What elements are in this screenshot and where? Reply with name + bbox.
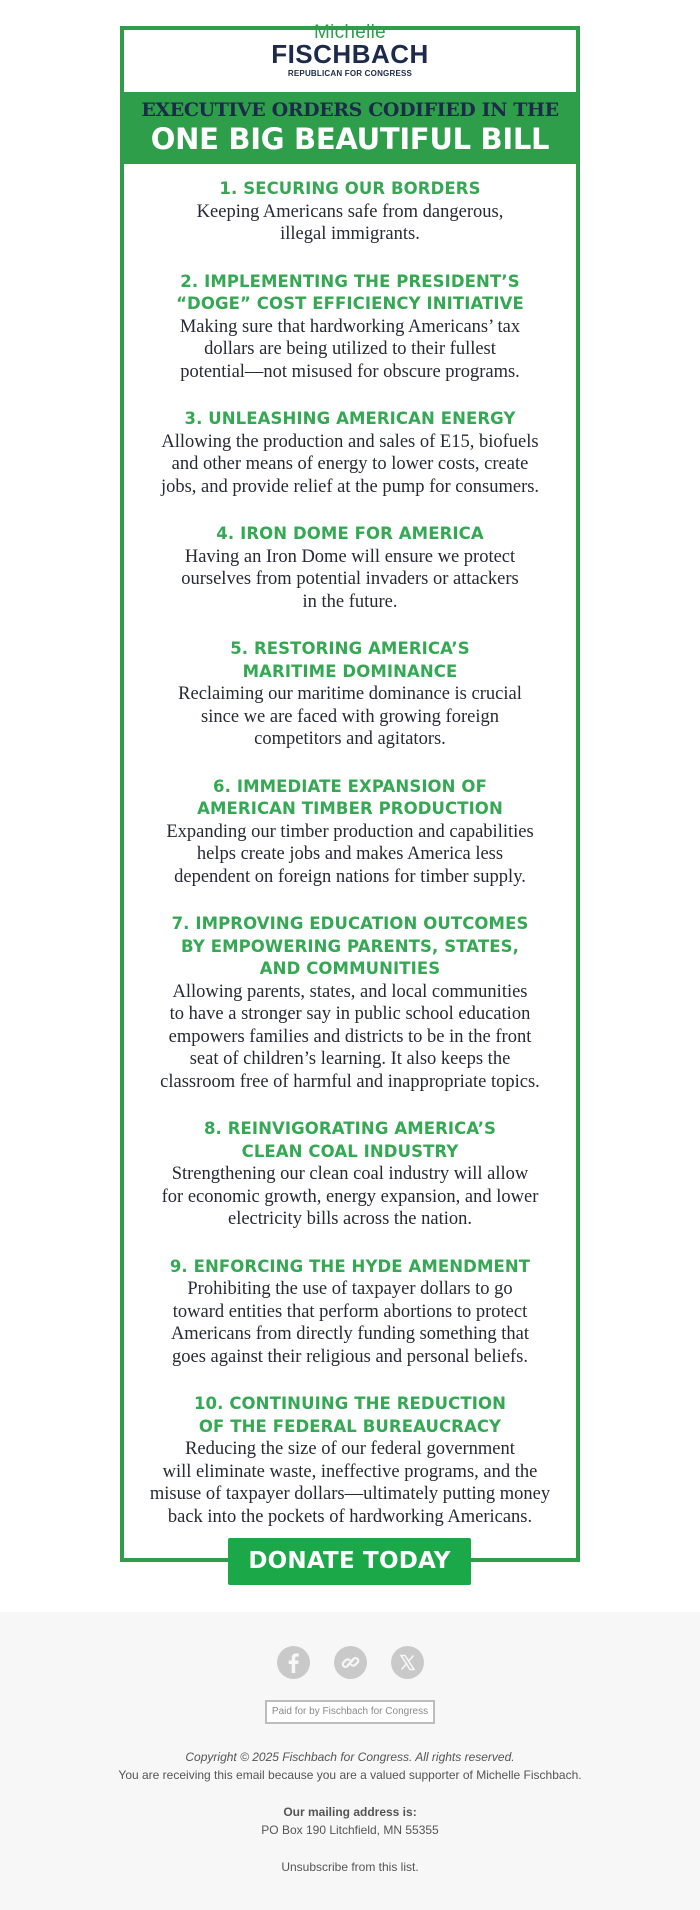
item-description-line: Allowing parents, states, and local communities xyxy=(172,981,528,1002)
logo-first-name: Michelle xyxy=(313,22,387,43)
unsubscribe-link[interactable]: Unsubscribe from this list. xyxy=(281,1860,419,1874)
item-description-line: in the future. xyxy=(302,591,398,612)
item-description-line: Expanding our timber production and capabilities xyxy=(166,821,534,842)
mailing-address-label: Our mailing address is: xyxy=(283,1805,417,1819)
item-description-line: electricity bills across the nation. xyxy=(227,1209,473,1229)
item-title-line: CLEAN COAL INDUSTRY xyxy=(241,1141,459,1161)
item-description xyxy=(130,1438,570,1528)
list-item xyxy=(124,776,576,889)
item-description-line: Allowing the production and sales of E15, biofuels xyxy=(161,431,539,452)
item-description-line: Prohibiting the use of taxpayer dollars to go xyxy=(187,1279,513,1299)
email-footer xyxy=(0,1612,700,1910)
item-title-line: AMERICAN TIMBER PRODUCTION xyxy=(197,799,503,818)
item-description xyxy=(130,1278,570,1368)
item-title-line: 10. CONTINUING THE REDUCTION xyxy=(193,1394,507,1413)
item-title-line: BY EMPOWERING PARENTS, STATES, xyxy=(181,936,519,956)
item-description xyxy=(130,201,570,246)
item-description-line: potential—not misused for obscure programs. xyxy=(180,361,520,382)
item-description-line: to have a stronger say in public school education xyxy=(169,1004,531,1024)
banner-heading: ONE BIG BEAUTIFUL BILL xyxy=(150,122,550,156)
item-title xyxy=(130,1393,570,1438)
logo-last-name: FISCHBACH xyxy=(271,39,429,69)
x-icon[interactable] xyxy=(391,1646,424,1679)
item-description-line: and other means of energy to lower costs, create xyxy=(171,454,529,474)
item-description-line: Having an Iron Dome will ensure we protect xyxy=(184,546,516,567)
item-title xyxy=(130,913,570,981)
item-description-line: dependent on foreign nations for timber supply. xyxy=(174,866,526,887)
list-item xyxy=(124,271,576,384)
item-description xyxy=(130,981,570,1094)
item-description-line: for economic growth, energy expansion, and lower xyxy=(161,1186,539,1207)
item-description-line: since we are faced with growing foreign xyxy=(201,706,499,727)
item-description-line: will eliminate waste, ineffective programs, and the xyxy=(162,1461,538,1482)
item-title-line: 3. UNLEASHING AMERICAN ENERGY xyxy=(184,409,516,428)
banner-subheading: EXECUTIVE ORDERS CODIFIED IN THE xyxy=(141,99,559,121)
item-description-line: Making sure that hardworking Americans’ tax xyxy=(179,316,521,337)
item-description-line: Keeping Americans safe from dangerous, xyxy=(196,201,504,222)
item-description-line: competitors and agitators. xyxy=(254,729,446,749)
item-description-line: Reclaiming our maritime dominance is crucial xyxy=(178,684,522,704)
item-title-line: AND COMMUNITIES xyxy=(259,959,441,978)
paid-for-disclaimer: Paid for by Fischbach for Congress xyxy=(265,1700,435,1724)
item-title-line: 1. SECURING OUR BORDERS xyxy=(219,179,481,198)
list-item xyxy=(124,1256,576,1369)
item-description xyxy=(130,683,570,751)
link-icon[interactable] xyxy=(334,1646,367,1679)
item-title-line: OF THE FEDERAL BUREAUCRACY xyxy=(198,1416,502,1436)
item-description-line: misuse of taxpayer dollars—ultimately putting money xyxy=(149,1484,551,1504)
item-description-line: dollars are being utilized to their fullest xyxy=(204,339,496,359)
facebook-icon[interactable] xyxy=(277,1646,310,1679)
item-description xyxy=(130,546,570,614)
item-description-line: goes against their religious and personal beliefs. xyxy=(171,1346,529,1367)
item-title-line: “DOGE” COST EFFICIENCY INITIATIVE xyxy=(176,294,524,313)
item-title xyxy=(130,1118,570,1163)
campaign-logo xyxy=(124,22,576,92)
logo-tagline: REPUBLICAN FOR CONGRESS xyxy=(287,69,413,78)
item-title-line: 6. IMMEDIATE EXPANSION OF xyxy=(213,776,487,796)
item-title-line: MARITIME DOMINANCE xyxy=(242,661,458,681)
item-description-line: seat of children’s learning. It also keeps the xyxy=(189,1049,511,1069)
item-title-line: 4. IRON DOME FOR AMERICA xyxy=(216,524,484,543)
list-item xyxy=(124,178,576,246)
item-title xyxy=(130,271,570,316)
item-description-line: illegal immigrants. xyxy=(280,224,420,244)
item-description-line: jobs, and provide relief at the pump for consumers. xyxy=(160,476,540,497)
headline-banner xyxy=(124,92,576,164)
item-description-line: helps create jobs and makes America less xyxy=(196,844,504,864)
item-title-line: 7. IMPROVING EDUCATION OUTCOMES xyxy=(171,914,529,933)
item-description xyxy=(130,316,570,384)
item-description xyxy=(130,431,570,499)
list-item xyxy=(124,638,576,751)
item-description-line: Americans from directly funding something that xyxy=(170,1324,530,1344)
donate-button[interactable]: DONATE TODAY xyxy=(228,1538,471,1585)
item-title xyxy=(130,1256,570,1279)
item-description-line: ourselves from potential invaders or attackers xyxy=(181,569,519,589)
item-title-line: 5. RESTORING AMERICA’S xyxy=(230,639,470,658)
list-item xyxy=(124,523,576,613)
item-description-line: toward entities that perform abortions to protect xyxy=(172,1301,528,1322)
item-description xyxy=(130,1163,570,1231)
mailing-address: PO Box 190 Litchfield, MN 55355 xyxy=(261,1823,439,1837)
item-title xyxy=(130,523,570,546)
item-title-line: 9. ENFORCING THE HYDE AMENDMENT xyxy=(169,1256,531,1276)
item-title xyxy=(130,638,570,683)
item-description-line: Reducing the size of our federal government xyxy=(185,1439,515,1459)
executive-order-list xyxy=(124,178,576,1553)
content-frame xyxy=(120,22,580,1562)
item-title-line: 2. IMPLEMENTING THE PRESIDENT’S xyxy=(180,271,520,291)
item-title xyxy=(130,408,570,431)
item-title xyxy=(130,178,570,201)
item-description-line: empowers families and districts to be in the front xyxy=(168,1026,532,1047)
list-item xyxy=(124,913,576,1093)
item-description-line: classroom free of harmful and inappropriate topics. xyxy=(160,1071,540,1092)
social-links xyxy=(0,1646,700,1680)
subscription-notice: You are receiving this email because you are a valued supporter of Michelle Fischbach. xyxy=(118,1768,582,1782)
copyright-text: Copyright © 2025 Fischbach for Congress. All rights reserved. xyxy=(185,1750,515,1764)
list-item xyxy=(124,1393,576,1528)
item-description-line: Strengthening our clean coal industry will allow xyxy=(171,1164,529,1184)
item-description xyxy=(130,821,570,889)
item-title xyxy=(130,776,570,821)
list-item xyxy=(124,1118,576,1231)
item-description-line: back into the pockets of hardworking Americans. xyxy=(167,1506,533,1527)
list-item xyxy=(124,408,576,498)
item-title-line: 8. REINVIGORATING AMERICA’S xyxy=(203,1119,497,1138)
